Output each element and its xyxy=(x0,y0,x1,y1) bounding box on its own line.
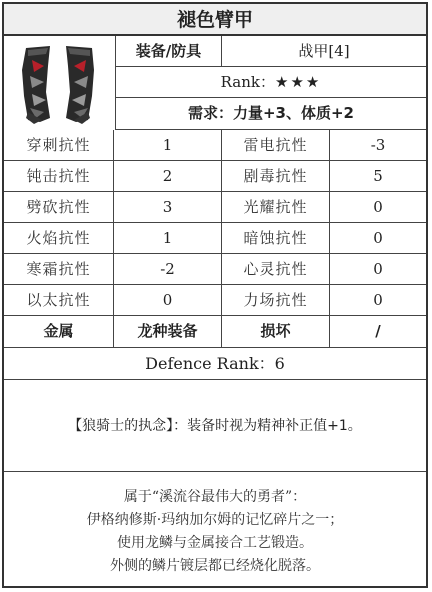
lore-line: 属于“溪流谷最伟大的勇者”： xyxy=(123,489,307,505)
type-value: 战甲[4] xyxy=(222,36,426,67)
stat-label: 以太抗性 xyxy=(4,285,114,315)
damage-label: 损坏 xyxy=(222,316,330,347)
lore-line: 伊格纳修斯·玛纳加尔姆的记忆碎片之一； xyxy=(86,512,344,528)
stat-value: 5 xyxy=(373,167,383,185)
lore-block xyxy=(4,486,426,578)
rank-label: Rank： xyxy=(220,73,275,91)
requirement: 需求：力量+3、体质+2 xyxy=(116,98,426,130)
stat-row xyxy=(4,223,426,254)
item-card xyxy=(2,2,428,588)
material-value: 金属 xyxy=(4,316,114,347)
stat-label: 寒霜抗性 xyxy=(4,254,114,284)
damage-value: / xyxy=(375,322,381,340)
stat-row xyxy=(4,285,426,316)
stat-value: 0 xyxy=(373,291,383,309)
armguard-pair-icon xyxy=(4,36,116,130)
stat-label: 劈砍抗性 xyxy=(4,192,114,222)
defence-rank: Defence Rank：6 xyxy=(4,348,426,380)
material-row xyxy=(4,316,426,348)
stat-value: -2 xyxy=(114,254,222,284)
stat-row xyxy=(4,192,426,223)
lore-line: 使用龙鳞与金属接合工艺锻造。 xyxy=(117,535,313,551)
stat-label: 火焰抗性 xyxy=(4,223,114,253)
stat-value: -3 xyxy=(370,136,386,154)
stat-label: 穿刺抗性 xyxy=(4,130,114,160)
stat-value: 1 xyxy=(114,223,222,253)
rank-stars: ★★★ xyxy=(275,73,322,91)
stat-label: 剧毒抗性 xyxy=(222,161,330,191)
stat-row xyxy=(4,130,426,161)
lore-line: 外侧的鳞片镀层都已经烧化脱落。 xyxy=(110,558,320,574)
rank-row xyxy=(116,67,426,98)
stat-label: 光耀抗性 xyxy=(222,192,330,222)
stat-label: 力场抗性 xyxy=(222,285,330,315)
stat-label: 雷电抗性 xyxy=(222,130,330,160)
stat-value: 0 xyxy=(373,260,383,278)
stat-row xyxy=(4,254,426,285)
stat-value: 0 xyxy=(373,229,383,247)
type-label: 装备/防具 xyxy=(116,36,222,67)
stat-label: 暗蚀抗性 xyxy=(222,223,330,253)
stat-value: 0 xyxy=(114,285,222,315)
stat-row xyxy=(4,161,426,192)
stat-value: 1 xyxy=(114,130,222,160)
stat-label: 心灵抗性 xyxy=(222,254,330,284)
item-title: 褪色臂甲 xyxy=(4,4,426,36)
stat-value: 0 xyxy=(373,198,383,216)
item-image-cell xyxy=(4,36,116,130)
stat-value: 2 xyxy=(114,161,222,191)
effect-text: 【狼骑士的执念】：装备时视为精神补正值+1。 xyxy=(4,380,426,472)
stat-label: 钝击抗性 xyxy=(4,161,114,191)
stat-value: 3 xyxy=(114,192,222,222)
category-value: 龙种装备 xyxy=(114,316,222,347)
